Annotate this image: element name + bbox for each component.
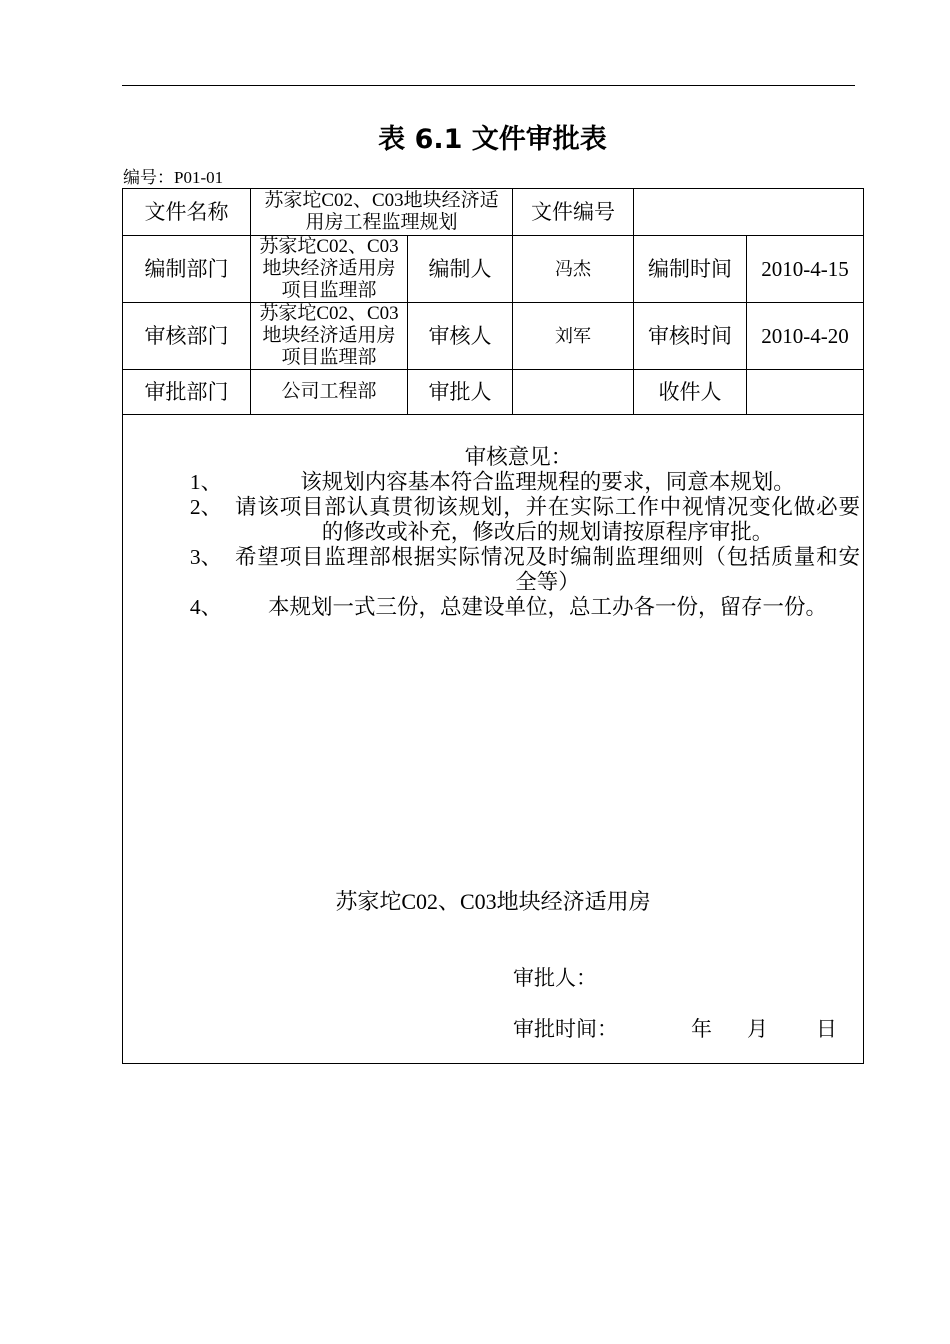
review-dept-value — [251, 303, 408, 370]
opinion-item-text — [235, 595, 860, 620]
reviewer-label: 审核人 — [408, 303, 513, 370]
opinion-line: 的修改或补充，修改后的规划请按原程序审批。 — [321, 519, 774, 544]
file-no-label: 文件编号 — [513, 189, 634, 236]
file-no-value — [634, 189, 864, 236]
opinion-area — [123, 416, 863, 1063]
opinion-item-number: 1、 — [189, 469, 223, 494]
signature-year: 年 — [691, 1016, 712, 1041]
header-rule — [122, 85, 855, 86]
approve-dept-label: 审批部门 — [123, 370, 251, 415]
opinion-block — [177, 445, 860, 620]
file-name-line-1: 苏家坨C02、C03地块经济适 — [264, 190, 499, 211]
review-dept-line-3: 项目监理部 — [281, 347, 377, 368]
opinion-item-text — [235, 495, 860, 545]
signature-day: 日 — [816, 1016, 837, 1041]
compile-dept-line-1: 苏家坨C02、C03 — [259, 236, 399, 257]
opinion-item-number: 3、 — [189, 544, 223, 569]
signature-approval-time-label: 审批时间： — [513, 1016, 618, 1041]
review-dept-label: 审核部门 — [123, 303, 251, 370]
opinion-heading: 审核意见： — [464, 444, 573, 469]
opinion-item-number: 2、 — [189, 494, 223, 519]
file-name-label: 文件名称 — [123, 189, 251, 236]
row-approve — [123, 370, 864, 415]
row-review — [123, 303, 864, 370]
compile-dept-value — [251, 236, 408, 303]
opinion-item — [177, 470, 860, 495]
compiler-label: 编制人 — [408, 236, 513, 303]
signature-organization: 苏家坨C02、C03地块经济适用房 — [335, 888, 651, 914]
review-time-label: 审核时间 — [634, 303, 747, 370]
approver-label: 审批人 — [408, 370, 513, 415]
approval-form-table — [122, 188, 864, 1064]
compile-dept-line-2: 地块经济适用房 — [262, 258, 396, 279]
opinion-line: 本规划一式三份，总建设单位，总工办各一份，留存一份。 — [267, 594, 827, 619]
opinion-line: 该规划内容基本符合监理规程的要求，同意本规划。 — [300, 469, 795, 494]
compile-dept-label: 编制部门 — [123, 236, 251, 303]
file-name-line-2: 用房工程监理规划 — [305, 212, 458, 233]
row-file-name — [123, 189, 864, 236]
opinion-line: 全等） — [515, 569, 580, 594]
row-opinion — [123, 415, 864, 1064]
recipient-value — [747, 370, 864, 415]
file-name-value — [251, 189, 513, 236]
opinion-item — [177, 545, 860, 595]
compile-time-value: 2010-4-15 — [747, 236, 864, 303]
review-time-value: 2010-4-20 — [747, 303, 864, 370]
opinion-item — [177, 495, 860, 545]
opinion-item-text — [235, 470, 860, 495]
recipient-label: 收件人 — [634, 370, 747, 415]
approver-value — [513, 370, 634, 415]
approve-dept-value: 公司工程部 — [251, 370, 408, 415]
doc-number: 编号：P01-01 — [123, 168, 224, 187]
opinion-cell — [123, 415, 864, 1064]
signature-month: 月 — [747, 1016, 768, 1041]
opinion-line: 希望项目监理部根据实际情况及时编制监理细则（包括质量和安 — [235, 544, 860, 569]
review-dept-line-1: 苏家坨C02、C03 — [259, 303, 399, 324]
opinion-line: 请该项目部认真贯彻该规划，并在实际工作中视情况变化做必要 — [235, 494, 860, 519]
compiler-value: 冯杰 — [513, 236, 634, 303]
row-compile — [123, 236, 864, 303]
review-dept-line-2: 地块经济适用房 — [262, 325, 396, 346]
compile-time-label: 编制时间 — [634, 236, 747, 303]
opinion-item-number: 4、 — [189, 594, 223, 619]
form-title: 表 6.1 文件审批表 — [378, 124, 607, 155]
opinion-item-text — [235, 545, 860, 595]
reviewer-value: 刘军 — [513, 303, 634, 370]
signature-approver-label: 审批人： — [513, 965, 597, 990]
opinion-item — [177, 595, 860, 620]
compile-dept-line-3: 项目监理部 — [281, 280, 377, 301]
